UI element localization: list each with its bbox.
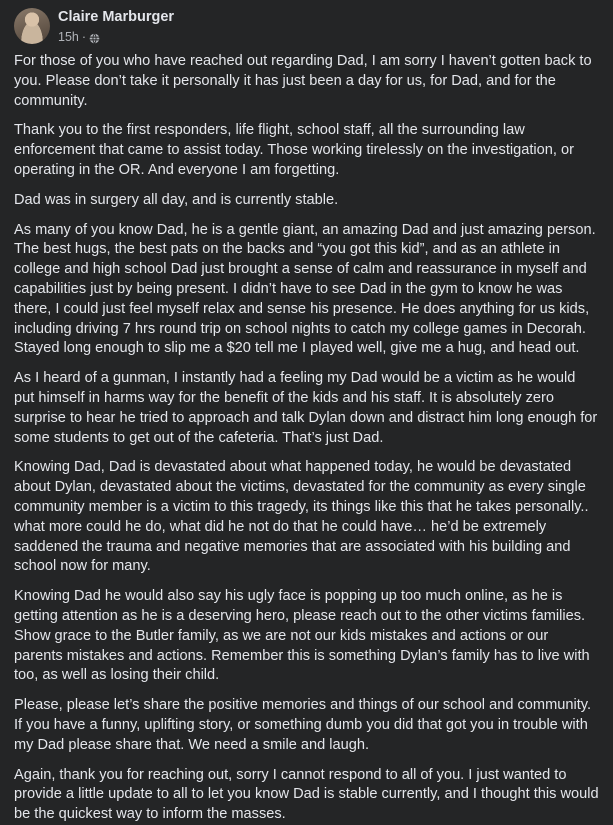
globe-icon[interactable]: [89, 32, 100, 43]
post-timestamp[interactable]: 15h: [58, 30, 79, 44]
avatar[interactable]: [14, 8, 50, 44]
post-paragraph: Knowing Dad, Dad is devastated about what happened today, he would be devastated about Dylan, devastated about the victims, devastated for the community as every single community member is a victim to this tragedy, its things like this that he takes personally.. what more could he do, what did he not do that he could have… he’d be extremely saddened the trauma and negative memories that are associated with his building and school now for many.: [14, 459, 589, 575]
post-header: [14, 6, 599, 50]
post-paragraph: Again, thank you for reaching out, sorry I cannot respond to all of you. I just wanted to provide a little update to all to let you know Dad is stable currently, and I thought this would be the quickest way to inform the masses.: [14, 766, 599, 823]
post-paragraph: For those of you who have reached out regarding Dad, I am sorry I haven’t gotten back to you. Please don’t take it personally it has just been a day for us, for Dad, and for the community.: [14, 53, 592, 109]
post-meta: [58, 6, 174, 45]
post-subline: [58, 29, 174, 45]
author-name[interactable]: Claire Marburger: [58, 9, 175, 25]
post-paragraph: As many of you know Dad, he is a gentle giant, an amazing Dad and just amazing person. The best hugs, the best pats on the backs and “you got this kid”, and as an athlete in college and high school Dad just brought a sense of calm and reassurance in myself and capabilities just by being present. I didn’t have to see Dad in the gym to know he was there, I could just feel myself relax and sense his presence. He does anything for us kids, including driving 7 hrs round trip on school nights to catch my college games in Decorah. Stayed long enough to slip me a $20 tell me I played well, give me a hug, and head out.: [14, 221, 596, 357]
post-paragraph: As I heard of a gunman, I instantly had a feeling my Dad would be a victim as he would put himself in harms way for the benefit of the kids and his staff. It is absolutely zero surprise to hear he tried to approach and talk Dylan down and distract him long enough for some students to get out of the cafeteria. That’s just Dad.: [14, 370, 598, 446]
post-paragraph: Please, please let’s share the positive memories and things of our school and community. If you have a funny, uplifting story, or something dumb you did that got you in trouble with my Dad please share that. We need a smile and laugh.: [14, 697, 592, 753]
post-paragraph: Dad was in surgery all day, and is currently stable.: [14, 191, 339, 208]
post-body: [14, 52, 599, 825]
post-paragraph: Thank you to the first responders, life flight, school staff, all the surrounding law enforcement that came to assist today. Those working tirelessly on the investigation, or operating in the OR. And everyone I am forgetting.: [14, 122, 574, 178]
separator-dot: ·: [81, 30, 87, 44]
post-paragraph: Knowing Dad he would also say his ugly face is popping up too much online, as he is getting attention as he is a deserving hero, please reach out to the other victims families. Show grace to the Butler family, as we are not our kids mistakes and actions or our parents mistakes and actions. Remember this is something Dylan’s family has to live with too, as well as losing their child.: [14, 588, 590, 684]
